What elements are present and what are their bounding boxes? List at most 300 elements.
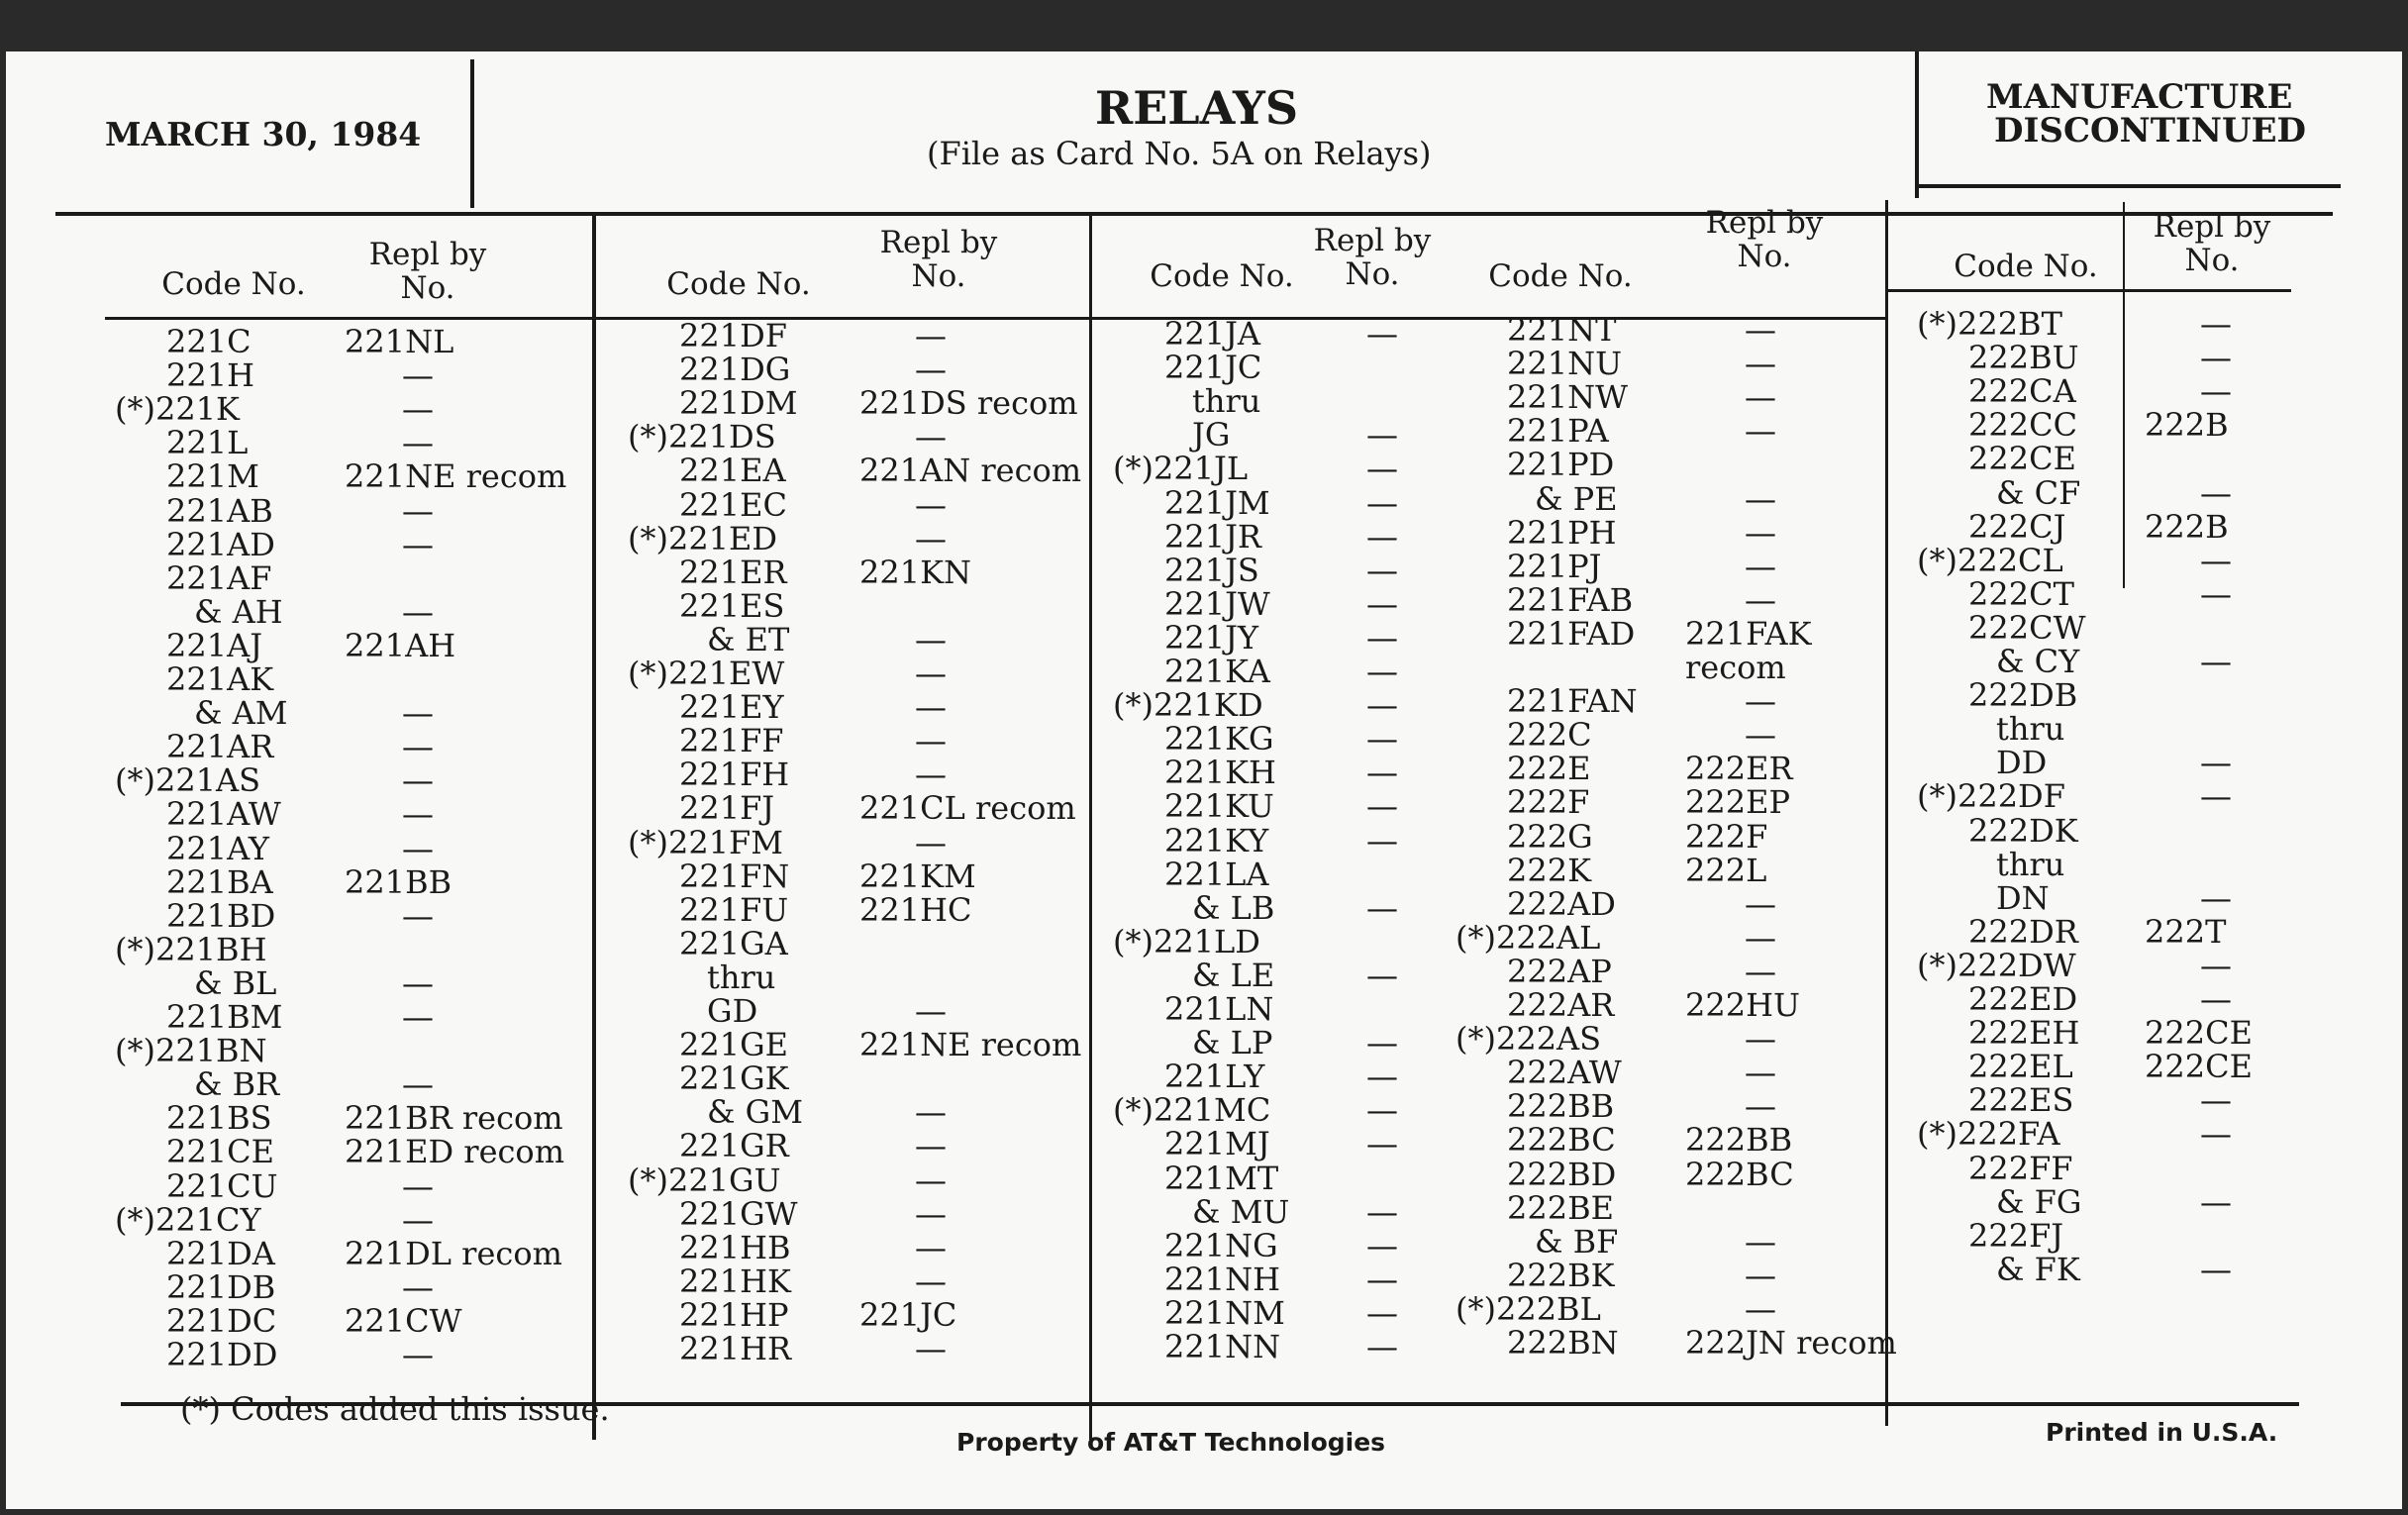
replacement-cell: 221NL [345,323,454,360]
code-cell: 222BD [1507,1155,1617,1193]
code-cell: 221KG [1164,720,1274,758]
code-cell: 221FU [679,890,789,929]
no-replacement-dash: — [402,694,434,733]
replacement-cell: 221BB [345,862,452,901]
col5-code-header: Code No. [1954,249,2098,284]
no-replacement-dash: — [1745,716,1776,755]
code-cell: 221PJ [1507,547,1602,585]
header-rule-right [1915,184,2341,188]
code-cell: 222BE [1507,1188,1614,1227]
code-cell: & LE [1192,956,1275,994]
code-cell: (*)222FA [1917,1115,2060,1154]
no-replacement-dash: — [2200,339,2232,377]
no-replacement-dash: — [1745,1087,1776,1126]
no-replacement-dash: — [915,519,947,557]
no-replacement-dash: — [1366,754,1398,792]
no-replacement-dash: — [2200,643,2232,680]
replacement-cell: 222HU [1685,986,1800,1024]
code-cell: & FK [1996,1250,2080,1288]
no-replacement-dash: — [915,317,947,354]
code-cell: 221DD [166,1336,278,1373]
col4-repl-header: Repl by No. [1705,205,1824,274]
code-cell: 221FH [679,756,790,794]
code-cell: (*)221LD [1113,922,1260,960]
code-cell: 221MT [1164,1159,1279,1197]
code-cell: 221CE [166,1133,274,1171]
replacement-cell: 222B [2145,406,2229,445]
code-cell: 221EA [679,452,786,490]
code-cell: 221AK [166,660,274,698]
code-cell: 221BA [166,862,273,901]
no-replacement-dash: — [1745,1289,1776,1328]
no-replacement-dash: — [402,1267,434,1306]
no-replacement-dash: — [402,390,434,429]
column-divider-1 [592,214,596,1440]
no-replacement-dash: — [1366,315,1398,353]
code-cell: 221LY [1164,1058,1265,1096]
col2-code-header: Code No. [666,266,811,302]
no-replacement-dash: — [1366,720,1398,758]
code-cell: 222BN [1507,1324,1619,1362]
no-replacement-dash: — [1366,416,1398,454]
no-replacement-dash: — [2200,777,2232,816]
code-cell: 221AF [166,558,272,597]
code-cell: JG [1192,416,1231,454]
code-cell: 221FN [679,857,790,895]
code-cell: 221HB [679,1228,791,1266]
printed-notice: Printed in U.S.A. [2046,1418,2278,1447]
no-replacement-dash: — [915,1194,947,1233]
no-replacement-dash: — [915,1161,947,1199]
code-cell: 222DK [1968,811,2078,850]
code-cell: (*)221JL [1113,450,1249,488]
code-cell: (*)222DW [1917,946,2076,984]
code-cell: (*)222BT [1917,305,2062,343]
code-cell: thru [1192,382,1261,421]
no-replacement-dash: — [915,1093,947,1132]
replacement-cell: 221KN [859,553,971,591]
column-divider-3 [1885,200,1888,1426]
no-replacement-dash: — [402,795,434,834]
replacement-cell: 221DS recom [859,384,1078,423]
no-replacement-dash: — [915,722,947,760]
code-cell: 221GW [679,1194,798,1233]
no-replacement-dash: — [402,1336,434,1373]
no-replacement-dash: — [915,351,947,389]
code-cell: 221LN [1164,990,1274,1028]
no-replacement-dash: — [2200,541,2232,579]
replacement-cell: 222CE [2145,1048,2253,1086]
replacement-cell: 221AN recom [859,452,1082,490]
code-cell: 221DF [679,317,787,354]
code-cell: 221NU [1507,345,1623,383]
catalog-card [6,51,2402,1509]
no-replacement-dash: — [1366,956,1398,994]
code-cell: & CY [1996,643,2080,680]
no-replacement-dash: — [2200,1250,2232,1288]
no-replacement-dash: — [402,356,434,395]
code-cell: 221AY [166,829,270,867]
code-cell: (*)222DF [1917,777,2065,816]
code-cell: (*)221DS [628,418,776,456]
no-replacement-dash: — [2200,372,2232,411]
replacement-cell: 222T [2145,912,2227,951]
code-cell: 222F [1507,783,1590,822]
no-replacement-dash: — [1745,1222,1776,1261]
code-cell: 221KY [1164,821,1269,859]
code-cell: (*)221MC [1113,1091,1271,1130]
no-replacement-dash: — [1366,584,1398,623]
code-cell: 221GA [679,924,788,962]
code-cell: 221NN [1164,1328,1281,1365]
no-replacement-dash: — [2200,744,2232,782]
no-replacement-dash: — [1366,1293,1398,1332]
no-replacement-dash: — [1366,618,1398,656]
code-cell: 221JS [1164,551,1259,589]
no-replacement-dash: — [402,761,434,800]
code-cell: 221DA [166,1234,275,1272]
no-replacement-dash: — [402,491,434,530]
code-cell: 222CA [1968,372,2076,411]
replacement-cell: 221FAK [1685,614,1812,653]
no-replacement-dash: — [2200,1182,2232,1221]
no-replacement-dash: — [915,992,947,1030]
code-cell: 221JW [1164,584,1270,623]
no-replacement-dash: — [1366,450,1398,488]
code-cell: 221NW [1507,378,1628,417]
code-cell: thru [1996,845,2065,883]
no-replacement-dash: — [1745,513,1776,552]
code-cell: 221FJ [679,789,775,828]
no-replacement-dash: — [1745,580,1776,619]
no-replacement-dash: — [402,1200,434,1239]
code-cell: 221JA [1164,315,1261,353]
code-cell: 222C [1507,716,1592,755]
code-cell: (*)221K [115,390,240,429]
code-cell: 221ER [679,553,787,591]
code-cell: 221NM [1164,1293,1285,1332]
code-cell: (*)221AS [115,761,261,800]
no-replacement-dash: — [402,1166,434,1205]
code-cell: 222FF [1968,1149,2073,1187]
code-cell: 221NG [1164,1226,1278,1264]
code-cell: 221HK [679,1262,791,1300]
replacement-cell: 222CE [2145,1014,2253,1053]
code-cell: (*)221GU [628,1161,781,1199]
code-cell: 222AP [1507,952,1612,990]
no-replacement-dash: — [1366,1024,1398,1062]
no-replacement-dash: — [402,1065,434,1104]
code-cell: 221GR [679,1127,789,1165]
no-replacement-dash: — [402,998,434,1036]
code-cell: 222CT [1968,574,2074,613]
page-title: RELAYS [1095,81,1299,135]
code-cell: 221L [166,424,249,462]
code-cell: 221BD [166,896,276,935]
code-cell: 221NT [1507,311,1617,349]
no-replacement-dash: — [915,1262,947,1300]
code-cell: 221FF [679,722,784,760]
code-cell: 222E [1507,750,1591,788]
no-replacement-dash: — [1745,479,1776,518]
code-cell: 221AB [166,491,273,530]
code-cell: 222AW [1507,1054,1622,1092]
no-replacement-dash: — [915,823,947,861]
code-cell: 221JM [1164,483,1270,522]
no-replacement-dash: — [402,525,434,563]
code-cell: 222CJ [1968,507,2066,546]
footnote: (*) Codes added this issue. [180,1390,610,1428]
code-cell: 221C [166,323,251,360]
code-cell: (*)221BH [115,930,267,968]
status-line-1: MANUFACTURE [1986,77,2293,117]
code-cell: (*)221FM [628,823,784,861]
replacement-cell: 222ER [1685,750,1793,788]
code-cell: GD [707,992,758,1030]
no-replacement-dash: — [1745,884,1776,923]
code-cell: 221ES [679,586,785,625]
no-replacement-dash: — [402,592,434,631]
no-replacement-dash: — [402,728,434,766]
replacement-cell: 221NE recom [345,457,567,496]
code-cell: & AH [194,592,283,631]
no-replacement-dash: — [402,424,434,462]
no-replacement-dash: — [915,1127,947,1165]
replacement-cell: 221CW [345,1301,462,1340]
code-cell: (*)221CY [115,1200,261,1239]
code-cell: 222AR [1507,986,1615,1024]
code-cell: & PE [1535,479,1618,518]
code-cell: 221M [166,457,259,496]
col1-repl-header: Repl by No. [368,237,487,306]
no-replacement-dash: — [402,963,434,1002]
col4-code-header: Code No. [1488,258,1633,294]
code-cell: 222ES [1968,1081,2074,1120]
code-cell: thru [1996,710,2065,749]
no-replacement-dash: — [1745,918,1776,957]
code-cell: & BR [194,1065,280,1104]
code-cell: & GM [707,1093,803,1132]
replacement-cell: 222B [2145,507,2229,546]
page-subtitle: (File as Card No. 5A on Relays) [927,135,1432,172]
code-cell: thru [707,958,776,996]
no-replacement-dash: — [2200,1081,2232,1120]
no-replacement-dash: — [915,1330,947,1367]
code-cell: 221DC [166,1301,277,1340]
no-replacement-dash: — [1366,1192,1398,1231]
col1-code-header: Code No. [161,266,306,302]
code-cell: 221AD [166,525,275,563]
code-cell: & BF [1535,1222,1619,1261]
replacement-cell: 222JN recom [1685,1324,1897,1362]
code-cell: 221JY [1164,618,1259,656]
code-cell: 221GE [679,1026,788,1064]
code-cell: 222EH [1968,1014,2080,1053]
no-replacement-dash: — [1745,345,1776,383]
code-cell: 222BB [1507,1087,1615,1126]
replacement-cell: 221JC [859,1295,957,1334]
code-cell: 222BU [1968,339,2079,377]
no-replacement-dash: — [915,1228,947,1266]
no-replacement-dash: — [1366,888,1398,927]
code-cell: 221NH [1164,1260,1280,1298]
no-replacement-dash: — [1366,1058,1398,1096]
code-cell: (*)221KD [1113,686,1263,725]
no-replacement-dash: — [2200,574,2232,613]
code-cell: 222CC [1968,406,2078,445]
no-replacement-dash: — [1745,1020,1776,1059]
replacement-cell: recom [1685,649,1786,686]
no-replacement-dash: — [1745,1054,1776,1092]
code-cell: 221CU [166,1166,278,1205]
code-cell: 221GK [679,1060,789,1098]
code-cell: 221BM [166,998,283,1036]
no-replacement-dash: — [1745,412,1776,451]
no-replacement-dash: — [1745,682,1776,721]
column-divider-2 [1089,214,1092,1440]
code-cell: 221KA [1164,653,1270,690]
code-cell: 222K [1507,851,1591,889]
no-replacement-dash: — [1366,653,1398,690]
replacement-cell: 222EP [1685,783,1790,822]
code-cell: (*)222BL [1455,1289,1601,1328]
code-cell: & LB [1192,888,1275,927]
no-replacement-dash: — [2200,980,2232,1018]
code-cell: (*)222CL [1917,541,2063,579]
code-cell: 221H [166,356,254,395]
replacement-cell: 221BR recom [345,1099,563,1138]
no-replacement-dash: — [1745,1256,1776,1294]
code-cell: & BL [194,963,277,1002]
replacement-cell: 222BC [1685,1155,1794,1193]
no-replacement-dash: — [1366,517,1398,556]
code-cell: 221HR [679,1330,792,1367]
no-replacement-dash: — [1745,378,1776,417]
code-cell: 221FAN [1507,682,1638,721]
code-cell: 221FAB [1507,580,1634,619]
code-cell: 222ED [1968,980,2078,1018]
no-replacement-dash: — [402,829,434,867]
code-cell: 221AR [166,728,274,766]
code-cell: 221HP [679,1295,789,1334]
code-cell: (*)221BN [115,1032,267,1070]
no-replacement-dash: — [915,756,947,794]
no-replacement-dash: — [1366,787,1398,826]
header-divider-left [470,59,474,208]
code-cell: 222G [1507,817,1593,856]
code-cell: 221EY [679,688,784,727]
code-cell: 221KU [1164,787,1274,826]
no-replacement-dash: — [2200,1115,2232,1154]
code-cell: 221DM [679,384,798,423]
replacement-cell: 221ED recom [345,1133,565,1171]
issue-date: MARCH 30, 1984 [105,115,422,153]
no-replacement-dash: — [1745,952,1776,990]
code-cell: 221JR [1164,517,1261,556]
code-cell: & CF [1996,473,2081,512]
code-cell: & LP [1192,1024,1273,1062]
code-cell: 221PD [1507,446,1615,484]
no-replacement-dash: — [1366,686,1398,725]
replacement-cell: 221DL recom [345,1234,562,1272]
code-cell: (*)221EW [628,655,785,692]
code-cell: 221AJ [166,626,263,664]
code-cell: 222CW [1968,608,2086,647]
code-cell: & FG [1996,1182,2082,1221]
code-cell: 221FAD [1507,614,1636,653]
no-replacement-dash: — [1366,1328,1398,1365]
no-replacement-dash: — [915,418,947,456]
code-cell: 222EL [1968,1048,2073,1086]
code-cell: DD [1996,744,2048,782]
header-divider-right [1915,51,1919,198]
no-replacement-dash: — [1366,821,1398,859]
header-rule [55,212,2333,216]
col5-repl-header: Repl by No. [2153,209,2271,278]
no-replacement-dash: — [1366,1260,1398,1298]
code-cell: 221EC [679,485,787,524]
col2-repl-header: Repl by No. [879,225,998,294]
code-cell: (*)221ED [628,519,778,557]
code-cell: 221PH [1507,513,1617,552]
code-cell: & ET [707,620,790,658]
replacement-cell: 221HC [859,890,972,929]
code-cell: 221DG [679,351,791,389]
code-cell: 221KH [1164,754,1276,792]
no-replacement-dash: — [1366,1125,1398,1163]
code-cell: 221LA [1164,855,1269,893]
no-replacement-dash: — [2200,473,2232,512]
no-replacement-dash: — [1366,1091,1398,1130]
no-replacement-dash: — [915,485,947,524]
code-cell: 222DR [1968,912,2078,951]
code-cell: (*)222AL [1455,918,1601,957]
code-cell: 221MJ [1164,1125,1270,1163]
code-cell: 221PA [1507,412,1609,451]
code-cell: DN [1996,878,2050,917]
no-replacement-dash: — [915,655,947,692]
col3-code-header: Code No. [1150,258,1294,294]
code-cell: 222CE [1968,440,2076,478]
column-header-rule [105,317,1887,320]
code-cell: 221BS [166,1099,272,1138]
code-cell: 221AW [166,795,281,834]
replacement-cell: 221CL recom [859,789,1076,828]
code-cell: 221DB [166,1267,276,1306]
no-replacement-dash: — [2200,305,2232,343]
no-replacement-dash: — [1745,547,1776,585]
no-replacement-dash: — [1366,551,1398,589]
property-notice: Property of AT&T Technologies [956,1428,1386,1457]
replacement-cell: 221NE recom [859,1026,1082,1064]
code-cell: & MU [1192,1192,1290,1231]
replacement-cell: 221AH [345,626,456,664]
no-replacement-dash: — [1745,311,1776,349]
replacement-cell: 221KM [859,857,976,895]
replacement-cell: 222F [1685,817,1768,856]
code-cell: 221JC [1164,349,1262,387]
no-replacement-dash: — [1366,1226,1398,1264]
no-replacement-dash: — [402,896,434,935]
no-replacement-dash: — [915,620,947,658]
code-cell: (*)222AS [1455,1020,1602,1059]
col3-repl-header: Repl by No. [1313,223,1432,292]
no-replacement-dash: — [2200,946,2232,984]
replacement-cell: 222BB [1685,1121,1793,1160]
replacement-cell: 222L [1685,851,1767,889]
no-replacement-dash: — [915,688,947,727]
column-header-rule-right [1885,289,2291,292]
